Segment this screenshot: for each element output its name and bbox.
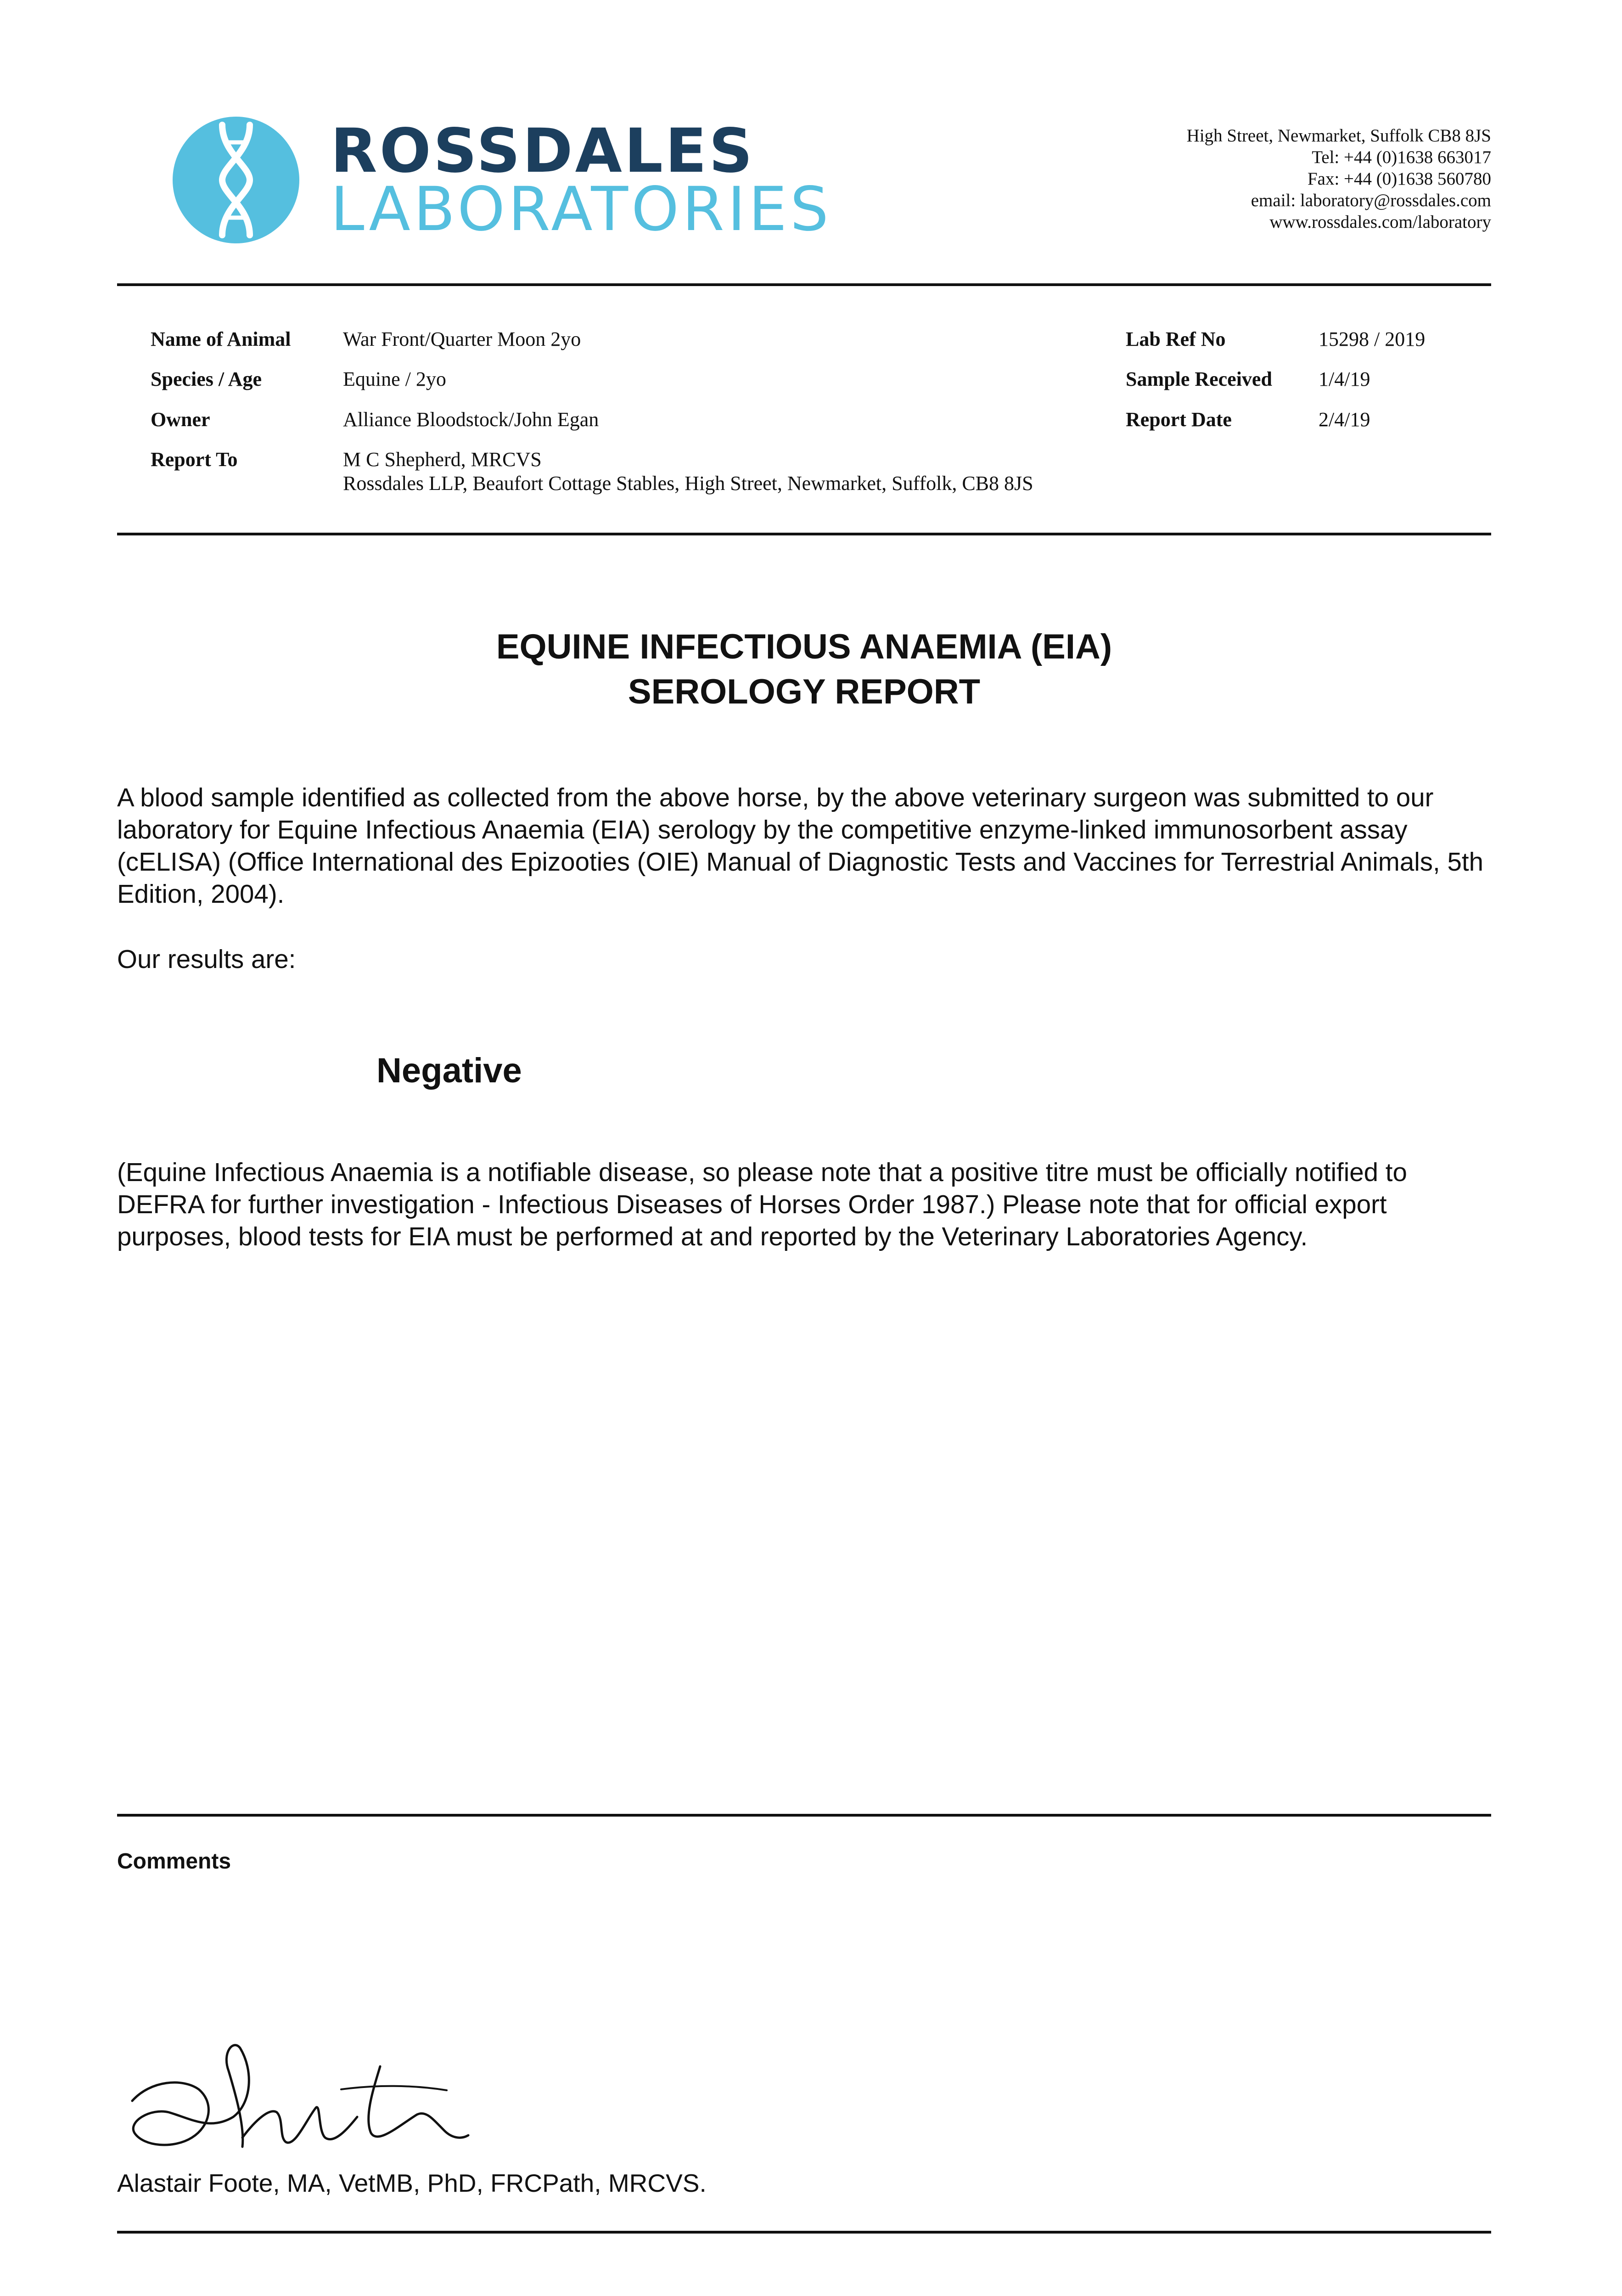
results-intro: Our results are: <box>117 945 296 974</box>
brand-name: ROSSDALES <box>331 116 755 186</box>
brand-subname: LABORATORIES <box>331 174 832 245</box>
notice-paragraph: (Equine Infectious Anaemia is a notifiable disease, so please note that a positive titre must be officially notified to DEFRA for further investigation - Infectious Diseases of Horses Order 1987.) Please note that for official export purposes, blood tests for EIA must be performed at and reported by the Veterinary Laboratories Agency. <box>117 1158 1407 1251</box>
contact-web: www.rossdales.com/laboratory <box>1269 212 1491 232</box>
contact-fax: Fax: +44 (0)1638 560780 <box>1307 169 1491 189</box>
contact-tel: Tel: +44 (0)1638 663017 <box>1312 147 1491 167</box>
comments-label: Comments <box>117 1849 231 1874</box>
label-lab-ref: Lab Ref No <box>1126 328 1226 350</box>
value-report-date: 2/4/19 <box>1319 408 1370 431</box>
value-report-to-address: Rossdales LLP, Beaufort Cottage Stables, High Street, Newmarket, Suffolk, CB8 8JS <box>343 472 1033 495</box>
label-report-date: Report Date <box>1126 408 1232 431</box>
value-owner: Alliance Bloodstock/John Egan <box>343 408 599 431</box>
footer-divider <box>117 2231 1491 2234</box>
comments-divider <box>117 1814 1491 1817</box>
result-value: Negative <box>376 1051 522 1090</box>
contact-block <box>1032 125 1491 233</box>
logo-circle <box>173 117 299 243</box>
value-lab-ref: 15298 / 2019 <box>1319 328 1426 350</box>
signature-image <box>123 2039 472 2158</box>
value-report-to-name: M C Shepherd, MRCVS <box>343 448 542 471</box>
label-species-age: Species / Age <box>151 368 262 390</box>
header-divider <box>117 283 1491 286</box>
label-name-of-animal: Name of Animal <box>151 328 291 350</box>
dna-helix-icon <box>172 116 300 244</box>
intro-paragraph: A blood sample identified as collected from the above horse, by the above veterinary surgeon was submitted to our laboratory for Equine Infectious Anaemia (EIA) serology by the competitive enzyme-linked immunosorbent assay (cELISA) (Office International des Epizooties (OIE) Manual of Diagnostic Tests and Vaccines for Terrestrial Animals, 5th Edition, 2004). <box>117 783 1483 908</box>
signatory-name: Alastair Foote, MA, VetMB, PhD, FRCPath, MRCVS. <box>117 2169 707 2197</box>
contact-email: email: laboratory@rossdales.com <box>1251 191 1491 210</box>
value-name-of-animal: War Front/Quarter Moon 2yo <box>343 328 581 350</box>
details-divider <box>117 533 1491 535</box>
value-sample-received: 1/4/19 <box>1319 368 1370 390</box>
report-title <box>117 625 1491 715</box>
label-owner: Owner <box>151 408 210 431</box>
contact-address: High Street, Newmarket, Suffolk CB8 8JS <box>1186 126 1491 146</box>
label-sample-received: Sample Received <box>1126 368 1272 390</box>
value-species-age: Equine / 2yo <box>343 368 446 390</box>
report-title-line1: EQUINE INFECTIOUS ANAEMIA (EIA) <box>496 627 1112 666</box>
label-report-to: Report To <box>151 448 238 471</box>
report-title-line2: SEROLOGY REPORT <box>628 672 981 711</box>
